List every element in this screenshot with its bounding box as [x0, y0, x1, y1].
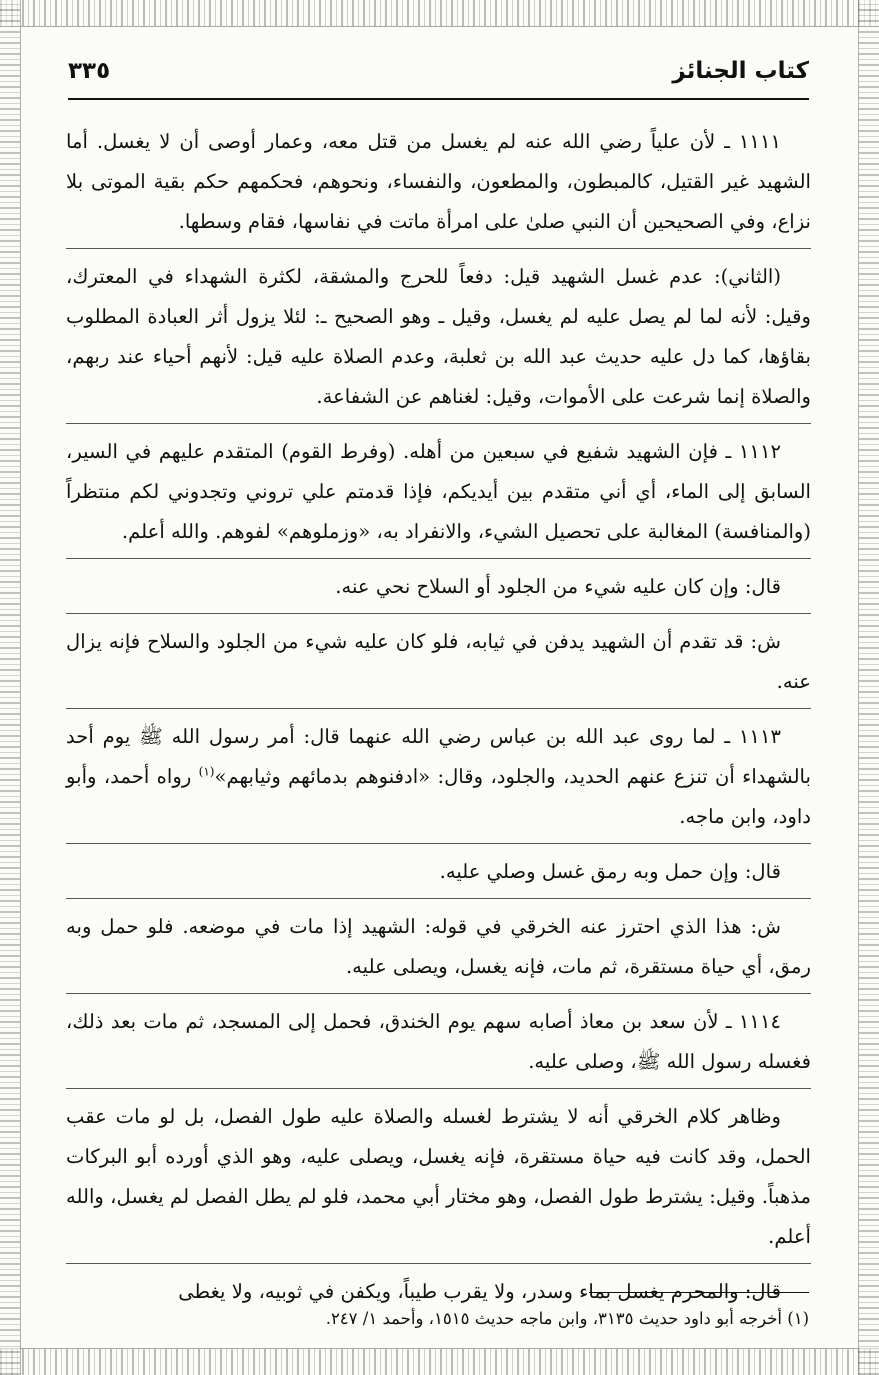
- matn-qala-2: قال: وإن حمل وبه رمق غسل وصلي عليه.: [439, 860, 781, 883]
- separator: [66, 1088, 811, 1089]
- separator: [66, 1263, 811, 1264]
- page-header: [68, 58, 809, 100]
- paragraph-zahir: وظاهر كلام الخرقي أنه لا يشترط لغسله والصلاة عليه طول الفصل، بل لو مات عقب الحمل، وقد كانت فيه حياة مستقرة، فإنه يغسل، ويصلى عليه، وهو الذي أورده أبو البركات مذهباً. وقيل: يشترط طول الفصل، وهو مختار أبي محمد، فلو لم يطل الفصل لم يغسل، والله أعلم.: [66, 1105, 811, 1248]
- footnote: (١) أخرجه أبو داود حديث ٣١٣٥، وابن ماجه حديث ١٥١٥، وأحمد ١/ ٢٤٧.: [325, 1309, 809, 1328]
- sharh-1: ش: قد تقدم أن الشهيد يدفن في ثيابه، فلو كان عليه شيء من الجلود والسلاح فإنه يزال عنه.: [66, 630, 811, 693]
- separator: [66, 613, 811, 614]
- matn-qala-1: قال: وإن كان عليه شيء من الجلود أو السلاح نحي عنه.: [335, 575, 781, 598]
- page-border-bottom: [0, 1348, 879, 1375]
- paragraph-second: (الثاني): عدم غسل الشهيد قيل: دفعاً للحرج والمشقة، لكثرة الشهداء في المعترك، وقيل: لأنه لما لم يصل عليه لم يغسل، وقيل ـ وهو الصحيح ـ: لئلا يزول أثر العبادة المطلوب بقاؤها، كما دل عليه حديث عبد الله بن ثعلبة، وعدم الصلاة عليه قيل: لأنهم أحياء عند ربهم، والصلاة إنما شرعت على الأموات، وقيل: لغناهم عن الشفاعة.: [66, 265, 811, 408]
- separator: [66, 558, 811, 559]
- separator: [66, 248, 811, 249]
- separator: [66, 993, 811, 994]
- book-title: كتاب الجنائز: [672, 58, 809, 84]
- paragraph-1111: ١١١١ ـ لأن علياً رضي الله عنه لم يغسل من قتل معه، وعمار أوصى أن لا يغسل. أما الشهيد غير القتيل، كالمبطون، والمطعون، والنفساء، ونحوهم، فحكمهم حكم بقية الموتى بلا نزاع، وفي الصحيحين أن النبي صلىٰ على امرأة ماتت في نفاسها، فقام وسطها.: [66, 130, 811, 233]
- page-number: ٣٣٥: [68, 58, 111, 84]
- footnote-rule: [589, 1292, 809, 1293]
- page-border-left: [0, 0, 21, 1375]
- separator: [66, 708, 811, 709]
- matn-qala-3: قال: والمحرم يغسل بماء وسدر، ولا يقرب طيباً، ويكفن في ثوبيه، ولا يغطى: [178, 1280, 781, 1303]
- paragraph-1113-tail: رواه أحمد، وأبو داود، وابن ماجه.: [66, 765, 811, 828]
- paragraph-1113: [66, 717, 811, 837]
- paragraph-1113-text: ١١١٣ ـ لما روى عبد الله بن عباس رضي الله عنهما قال: أمر رسول الله ﷺ يوم أحد بالشهداء أن تنزع عنهم الحديد، والجلود، وقال: «ادفنوهم بدمائهم وثيابهم»: [66, 725, 811, 788]
- separator: [66, 423, 811, 424]
- paragraph-1112: ١١١٢ ـ فإن الشهيد شفيع في سبعين من أهله. (وفرط القوم) المتقدم عليهم في السير، السابق إلى الماء، أي أني متقدم بين أيديكم، فإذا قدمتم علي تروني وتجدوني لكم منتظراً (والمنافسة) المغالبة على تحصيل الشيء، والانفراد به، «وزملوهم» لفوهم. والله أعلم.: [66, 440, 811, 543]
- paragraph-1114: ١١١٤ ـ لأن سعد بن معاذ أصابه سهم يوم الخندق، فحمل إلى المسجد، ثم مات بعد ذلك، فغسله رسول الله ﷺ، وصلى عليه.: [66, 1010, 811, 1073]
- page-border-top: [0, 0, 879, 27]
- page-body: [66, 122, 811, 1320]
- separator: [66, 898, 811, 899]
- page-border-right: [858, 0, 879, 1375]
- sharh-2: ش: هذا الذي احترز عنه الخرقي في قوله: الشهيد إذا مات في موضعه. فلو حمل وبه رمق، أي حياة مستقرة، ثم مات، فإنه يغسل، ويصلى عليه.: [66, 915, 811, 978]
- footnote-marker: (١): [198, 764, 215, 779]
- separator: [66, 843, 811, 844]
